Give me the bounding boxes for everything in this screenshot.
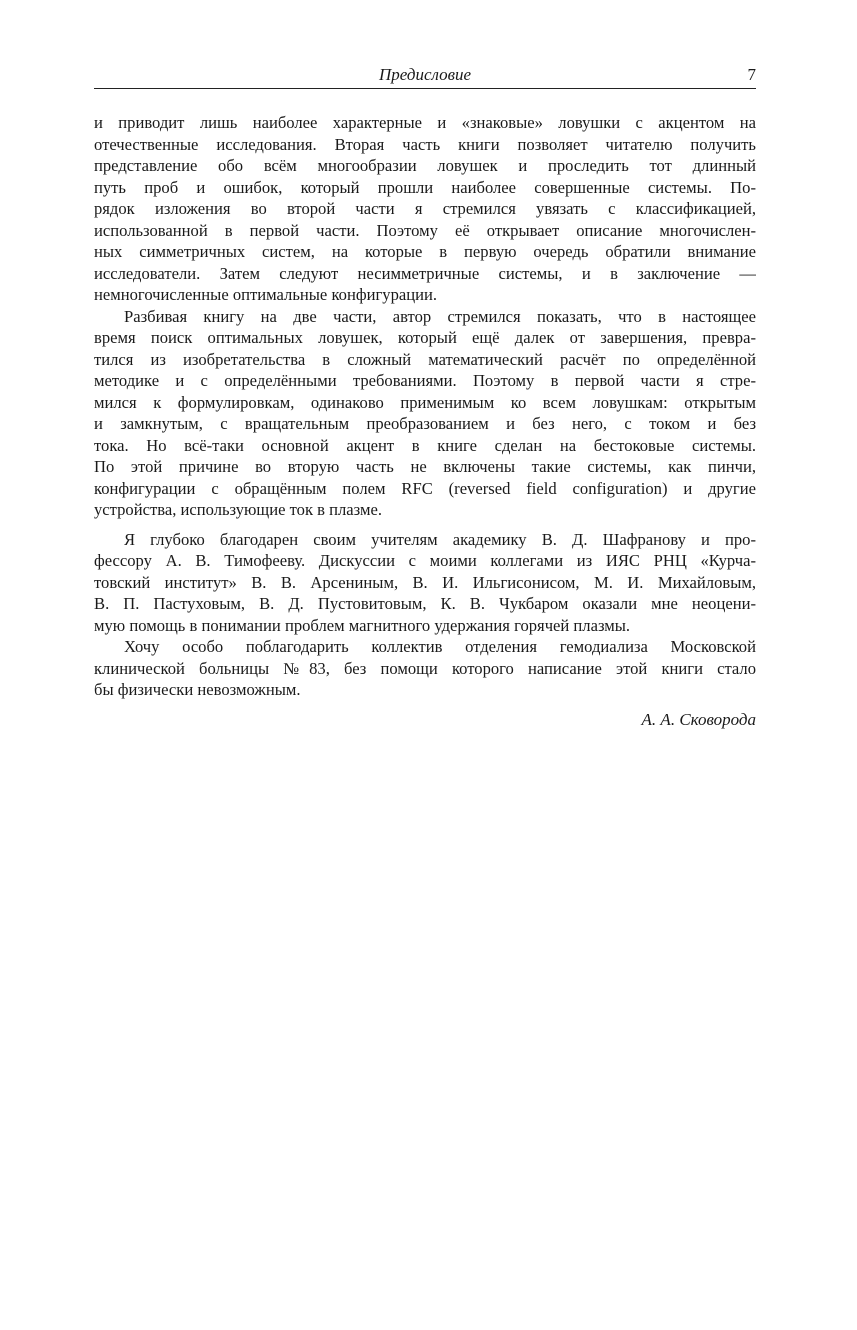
text-line: мился к формулировкам, одинаково применимым ко всем ловушкам: открытым [94,392,756,412]
text-line: и приводит лишь наиболее характерные и «знаковые» ловушки с акцентом на [94,113,756,132]
paragraph-3 [94,529,756,637]
text-line: тился из изобретательства в сложный математический расчёт по определённой [94,349,756,369]
text-line: По этой причине во вторую часть не включены такие системы, как пинчи, [94,457,756,476]
text-line: товский институт» В. В. Арсениным, В. И. Ильгисонисом, М. И. Михайловым, [94,572,756,592]
text-line: фессору А. В. Тимофееву. Дискуссии с моими коллегами из ИЯС РНЦ «Курча- [94,551,756,570]
text-line: и замкнутым, с вращательным преобразованием и без него, с током и без [94,414,756,433]
text-line: Разбивая книгу на две части, автор стремился показать, что в настоящее [124,306,756,326]
text-line: В. П. Пастуховым, В. Д. Пустовитовым, К. В. Чукбаром оказали мне неоцени- [94,594,756,613]
text-line: использованной в первой части. Поэтому её открывает описание многочислен- [94,220,756,240]
text-line: бы физически невозможным. [94,680,301,699]
text-line: исследователи. Затем следуют несимметричные системы, и в заключение — [94,263,756,283]
page-number: 7 [747,65,756,84]
running-head-title: Предисловие [378,65,472,84]
text-line: ных симметричных систем, на которые в первую очередь обратили внимание [94,242,756,261]
text-line: тока. Но всё-таки основной акцент в книге сделан на бестоковые системы. [94,435,756,455]
text-line: путь проб и ошибок, который прошли наиболее совершенные системы. По- [94,177,756,197]
text-line: отечественные исследования. Вторая часть книги позволяет читателю получить [94,134,756,154]
text-line: представление обо всём многообразии ловушек и проследить тот длинный [94,156,756,175]
paragraph-4 [94,636,756,701]
text-line: конфигурации с обращённым полем RFC (reversed field configuration) и другие [94,478,756,498]
text-line: Хочу особо поблагодарить коллектив отделения гемодиализа Московской [124,637,756,656]
text-line: Я глубоко благодарен своим учителям академику В. Д. Шафранову и про- [124,529,756,549]
paragraph-1 [94,112,756,306]
running-head [94,62,756,89]
page [94,62,756,731]
text-line: устройства, использующие ток в плазме. [94,500,382,519]
text-line: немногочисленные оптимальные конфигурации. [94,285,438,304]
text-line: время поиск оптимальных ловушек, который ещё далек от завершения, превра- [94,328,756,347]
text-line: методике и с определёнными требованиями. Поэтому в первой части я стре- [94,371,756,390]
preface-body [94,112,756,731]
text-line: клинической больницы №83, без помощи которого написание этой книги стало [94,658,756,678]
author-signature: А. А. Сковорода [641,709,756,729]
text-line: мую помощь в понимании проблем магнитного удержания горячей плазмы. [94,615,631,635]
section-gap [94,521,756,529]
text-line: рядок изложения во второй части я стремился увязать с классификацией, [94,199,756,218]
paragraph-2 [94,306,756,521]
